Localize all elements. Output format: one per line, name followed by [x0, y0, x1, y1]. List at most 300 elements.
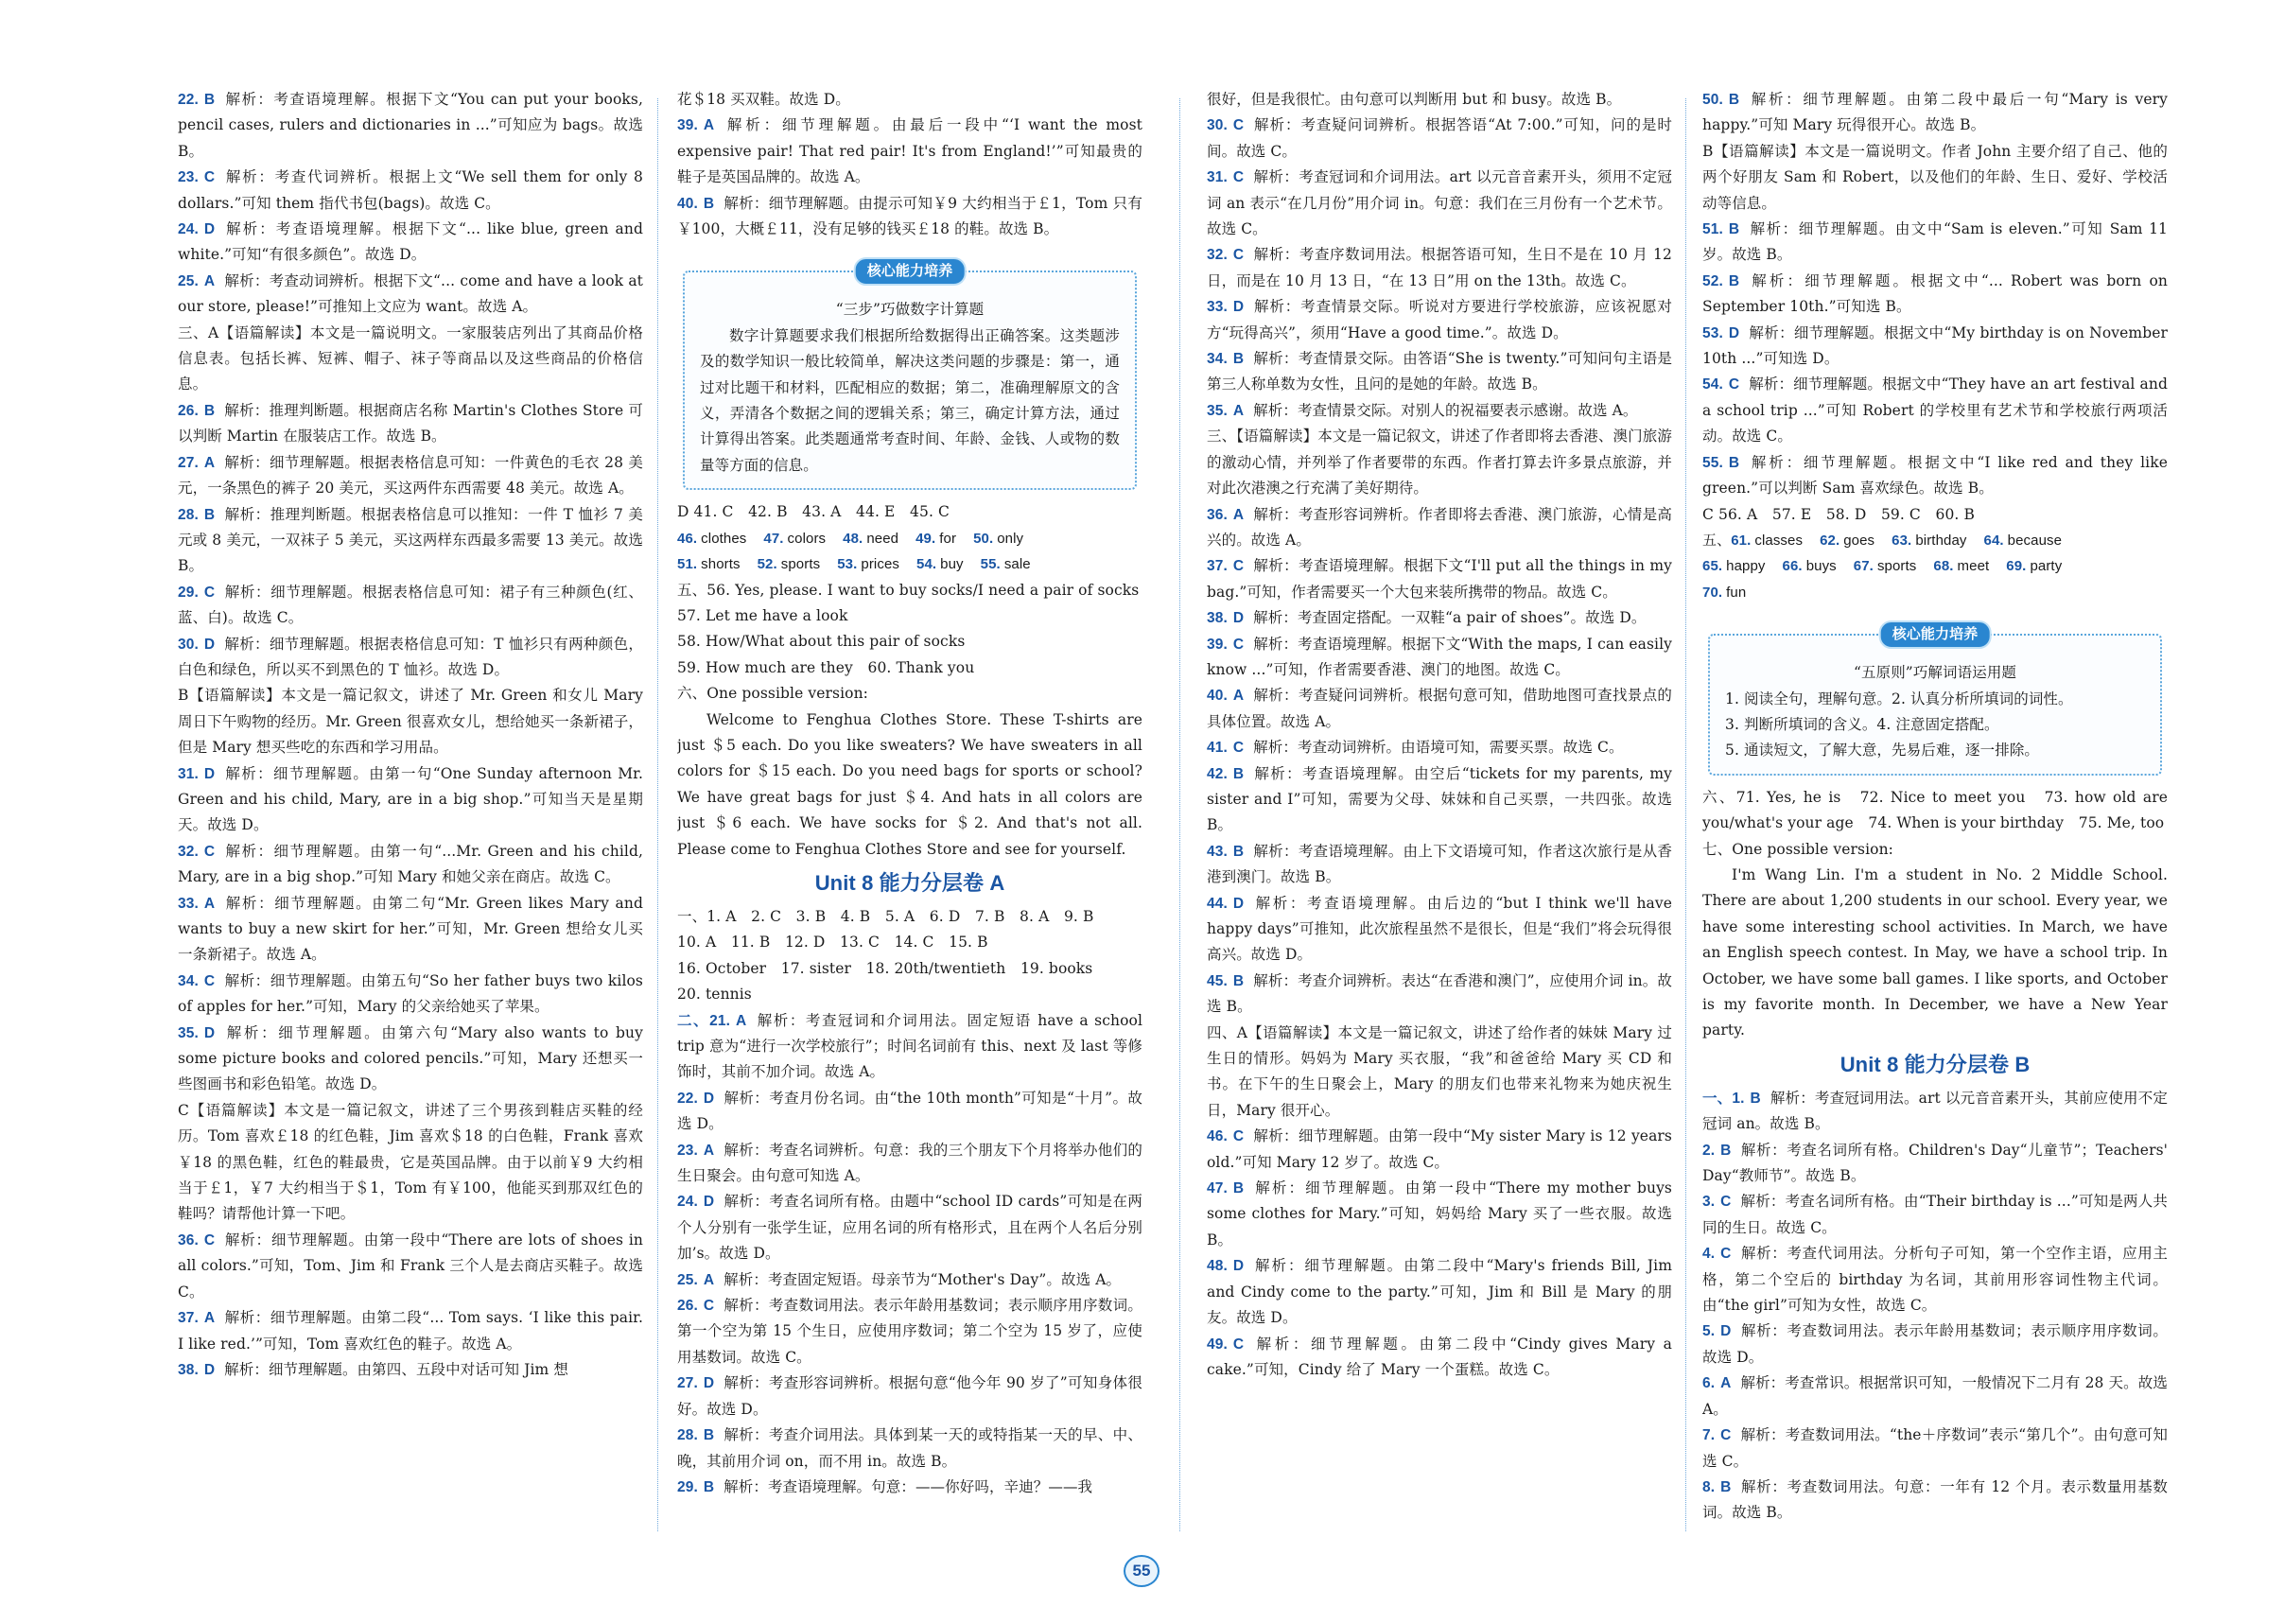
answer-choice: C — [203, 843, 216, 860]
question-number: 46. — [1207, 1128, 1228, 1145]
explanation-text: 解析：考查数词用法。表示年龄用基数词；表示顺序用序数词。第一个空为第 15 个生日，应使用序数词；第二个空为 15 岁了，应使用基数词。故选 C。 — [677, 1297, 1142, 1366]
question-number: 26. — [178, 402, 199, 419]
answer-word: shorts — [701, 556, 741, 573]
answer-item — [677, 191, 1142, 243]
answer-item — [1207, 632, 1672, 684]
explanation-text: 解析：考查冠词用法。art 以元音音素开头，其前应使用不定冠词 an。故选 B。 — [1702, 1089, 2168, 1133]
explanation-text: 解析：考查数词用法。句意：一年有 12 个月。表示数量用基数词。故选 B。 — [1702, 1477, 2168, 1522]
explanation-text: 解析：考查语境理解。根据下文“You can put your books, pencil cases, rulers and dictionaries in ...”可知应为 bags。故选 B。 — [178, 91, 643, 160]
question-number: 45. — [1207, 972, 1228, 989]
question-number: 30. — [1207, 117, 1228, 134]
answer-word: sports — [780, 556, 821, 573]
answer-choice: B — [1232, 972, 1245, 989]
question-number: 65. — [1702, 558, 1723, 575]
answer-item — [1207, 398, 1672, 424]
answer-word: for — [939, 530, 957, 547]
section-line: 四、A【语篇解读】本文是一篇记叙文，讲述了给作者的妹妹 Mary 过生日的情形。妈妈为 Mary 买衣服，“我”和爸爸给 Mary 买 CD 和书。在下午的生日聚会上，Mary 的朋友们也带来礼物来为她庆祝生日，Mary 很开心。 — [1207, 1023, 1672, 1119]
question-number: 47. — [763, 530, 784, 547]
answer-item — [178, 502, 643, 580]
question-number: 67. — [1853, 558, 1874, 575]
answer-item — [178, 1021, 643, 1098]
answer-choice: A — [735, 1012, 747, 1029]
answer-word: fun — [1726, 584, 1747, 601]
answer-item — [178, 450, 643, 502]
explanation-text: 解析：考查名词所有格。由题中“school ID cards”可知是在两个人分别有一张学生证，应用名词的所有格形式，且在两个人名后分别加’s。故选 D。 — [677, 1193, 1142, 1263]
question-number: 49. — [1207, 1336, 1228, 1353]
question-number: 53. — [1702, 324, 1723, 341]
question-number: 48. — [1207, 1258, 1228, 1275]
section-line: C 56. A 57. E 58. D 59. C 60. B — [1702, 505, 1975, 523]
section-line: 六、71. Yes, he is 72. Nice to meet you 73. how old are you/what's your age 74. When is your birthday 75. Me, too — [1702, 788, 2168, 832]
answer-item — [1207, 553, 1672, 605]
question-number: 47. — [1207, 1180, 1228, 1197]
question-number: 31. — [178, 765, 199, 782]
question-number: 31. — [1207, 169, 1228, 186]
answer-item — [1702, 1138, 2168, 1190]
answer-word: buy — [940, 556, 964, 573]
answer-item — [178, 891, 643, 969]
answer-choice: D — [1232, 610, 1245, 627]
answer-word: need — [866, 530, 899, 547]
explanation-text: 解析：考查名词辨析。句意：我的三个朋友下个月将举办他们的生日聚会。由句意可知选 A。 — [677, 1141, 1142, 1185]
answer-choice: B — [1728, 92, 1740, 108]
answer-item — [677, 1423, 1142, 1475]
section-line: 59. How much are they 60. Thank you — [677, 658, 975, 676]
explanation-text: 解析：推理判断题。根据商店名称 Martin's Clothes Store 可以判断 Martin 在服装店工作。故选 B。 — [178, 401, 643, 445]
explanation-text: 解析：考查名词所有格。Children's Day“儿童节”；Teachers' Day“教师节”。故选 B。 — [1702, 1141, 2168, 1185]
explanation-text: 解析：细节理解题。由文中“Sam is eleven.”可知 Sam 11 岁。故选 B。 — [1702, 220, 2168, 264]
answer-item — [178, 398, 643, 450]
explanation-text: 解析：考查冠词和介词用法。固定短语 have a school trip 意为“进行一次学校旅行”；时间名词前有 this、next 及 last 等修饰时，其前不加介词。故选 A。 — [677, 1011, 1142, 1081]
answer-item — [1207, 1176, 1672, 1253]
question-number: 32. — [1207, 247, 1228, 264]
answer-word: buys — [1805, 558, 1837, 575]
answer-choice: B — [703, 1427, 715, 1444]
answer-word: sports — [1876, 558, 1917, 575]
explanation-text: 解析：考查语境理解。由空后“tickets for my parents, my sister and I”可知，需要为父母、妹妹和自己买票，一共四张。故选 B。 — [1207, 764, 1672, 834]
answer-item — [1207, 969, 1672, 1021]
question-number: 23. — [677, 1142, 698, 1159]
answer-choice: B — [203, 92, 216, 108]
question-number: 51. — [677, 556, 698, 573]
word-answer-line — [1702, 580, 2168, 605]
explanation-text: 解析：考查代词辨析。根据上文“We sell them for only 8 dollars.”可知 them 指代书包(bags)。故选 C。 — [178, 168, 643, 212]
question-number: 40. — [1207, 688, 1228, 705]
answer-choice: B — [1720, 1478, 1732, 1495]
question-number: 50. — [973, 530, 994, 547]
explanation-text: 解析：考查名词所有格。由“Their birthday is ...”可知是两人共同的生日。故选 C。 — [1702, 1193, 2168, 1236]
answer-choice: A — [203, 272, 216, 289]
question-number: 26. — [677, 1298, 698, 1315]
answer-item — [1702, 321, 2168, 373]
answer-choice: C — [203, 1231, 216, 1249]
answer-item — [178, 632, 643, 684]
question-number: 48. — [843, 530, 863, 547]
answer-choice: C — [1720, 1194, 1732, 1211]
answer-choice: B — [203, 506, 216, 523]
answer-item — [1702, 1189, 2168, 1241]
tip-lines — [1725, 687, 2145, 764]
answer-word: party — [2030, 558, 2063, 575]
answer-item — [1207, 242, 1672, 294]
question-number: 一、1. — [1702, 1090, 1745, 1107]
section-line: 10. A 11. B 12. D 13. C 14. C 15. B — [677, 934, 988, 952]
question-number: 24. — [677, 1194, 698, 1211]
answer-item — [1702, 1475, 2168, 1527]
question-number: 44. — [1207, 895, 1228, 912]
answer-choice: C — [203, 972, 216, 989]
answer-item — [1207, 1332, 1672, 1384]
unit-title: Unit 8 能力分层卷 B — [1839, 1052, 2031, 1076]
question-number: 39. — [677, 117, 698, 134]
answer-item — [1207, 735, 1672, 760]
explanation-text: 解析：考查形容词辨析。根据句意“他今年 90 岁了”可知身体很好。故选 D。 — [677, 1374, 1142, 1418]
explanation-text: 解析：考查形容词辨析。作者即将去香港、澳门旅游，心情是高兴的。故选 A。 — [1207, 505, 1672, 549]
section-line: 七、One possible version: — [1702, 840, 1893, 858]
section-line: B【语篇解读】本文是一篇记叙文，讲述了 Mr. Green 和女儿 Mary 周日下午购物的经历。Mr. Green 很喜欢女儿，想给她买一条新裙子，但是 Mary 想买些吃的东西和学习用品。 — [178, 687, 643, 757]
answer-item — [178, 165, 643, 217]
question-number: 64. — [1983, 532, 2004, 549]
answer-choice: C — [1728, 376, 1740, 393]
explanation-text: 解析：推理判断题。根据表格信息可以推知：一件 T 恤衫 7 美元或 8 美元，一双袜子 5 美元，买这两样东西最多需要 13 美元。故选 B。 — [178, 505, 643, 575]
word-answer-line — [1702, 553, 2168, 579]
question-number: 70. — [1702, 584, 1723, 601]
answer-choice: D — [1728, 324, 1740, 341]
answer-choice: A — [203, 895, 216, 912]
question-number: 46. — [677, 530, 698, 547]
question-number: 8. — [1702, 1478, 1716, 1495]
question-number: 36. — [1207, 506, 1228, 523]
question-number: 24. — [178, 221, 199, 238]
answer-item — [1207, 165, 1672, 242]
question-number: 68. — [1933, 558, 1954, 575]
explanation-text: 解析：细节理解题。由第二段“... Tom says. ‘I like this pair. I like red.’”可知，Tom 喜欢红色的鞋子。故选 A。 — [178, 1309, 643, 1353]
explanation-text: 解析：考查介词辨析。表达“在香港和澳门”，应使用介词 in。故选 B。 — [1207, 971, 1672, 1016]
answer-word: because — [2007, 532, 2063, 549]
explanation-text: 解析：考查语境理解。根据下文“... like blue, green and white.”可知“有很多颜色”。故选 D。 — [178, 220, 643, 264]
answer-choice: B — [1720, 1142, 1732, 1159]
question-number: 69. — [2006, 558, 2027, 575]
answer-item — [178, 1228, 643, 1305]
explanation-text: 解析：细节理解题。根据表格信息可知：一件黄色的毛衣 28 美元，一条黑色的裤子 20 美元，买这两件东西需要 48 美元。故选 A。 — [178, 453, 643, 498]
tip-body: 数字计算题要求我们根据所给数据得出正确答案。这类题涉及的数学知识一般比较简单，解决这类问题的步骤是：第一，通过对比题干和材料，匹配相应的数据；第二，准确理解原文的含义，弄清各个数据之间的逻辑关系；第三，确定计算方法，通过计算得出答案。此类题通常考查时间、年龄、金钱、人或物的数量等方面的信息。 — [700, 326, 1120, 474]
question-number: 30. — [178, 636, 199, 653]
page-number: 55 — [1124, 1555, 1159, 1587]
answer-choice: D — [203, 1361, 216, 1378]
question-number: 53. — [837, 556, 858, 573]
question-number: 二、21. — [677, 1012, 730, 1029]
answer-item — [178, 1357, 643, 1383]
answer-word: colors — [787, 530, 827, 547]
explanation-text: 解析：考查代词用法。分析句子可知，第一个空作主语，应用主格，第二个空后的 birthday 为名词，其前用形容词性物主代词。由“the girl”可知为女性，故选 C。 — [1702, 1245, 2168, 1315]
answer-choice: D — [203, 636, 216, 653]
answer-choice: C — [203, 584, 216, 601]
answer-choice: D — [1232, 299, 1245, 316]
question-number: 54. — [1702, 376, 1723, 393]
answer-choice: A — [203, 454, 216, 471]
question-number: 38. — [1207, 610, 1228, 627]
question-number: 35. — [1207, 402, 1228, 419]
answer-item — [1702, 1241, 2168, 1318]
tip-line: 1. 阅读全句，理解句意。2. 认真分析所填词的词性。 — [1725, 690, 2073, 707]
explanation-text: 解析：细节理解题。由第五句“So her father buys two kilos of apples for her.”可知，Mary 的父亲给她买了苹果。 — [178, 971, 643, 1016]
explanation-text: 解析：考查疑问词辨析。根据句意可知，借助地图可查找景点的具体位置。故选 A。 — [1207, 687, 1672, 730]
answer-item — [178, 580, 643, 632]
section-line: 六、One possible version: — [677, 685, 868, 703]
question-number: 3. — [1702, 1194, 1716, 1211]
answer-word: meet — [1957, 558, 1990, 575]
answer-item — [677, 1293, 1142, 1371]
answer-word: clothes — [701, 530, 747, 547]
answer-item — [178, 217, 643, 269]
answer-item — [178, 269, 643, 321]
explanation-text: 解析：细节理解题。根据文中“... Robert was born on September 10th.”可知选 B。 — [1702, 271, 2168, 316]
explanation-text: 解析：细节理解题。由第一段中“My sister Mary is 12 years old.”可知 Mary 12 岁了。故选 C。 — [1207, 1127, 1672, 1171]
explanation-text: 解析：考查语境理解。由后边的“but I think we'll have happy days”可推知，此次旅程虽然不是很长，但是“我们”将会玩得很高兴。故选 D。 — [1207, 894, 1672, 964]
answer-item — [1207, 1253, 1672, 1331]
explanation-text: 解析：考查序数词用法。根据答语可知，生日不是在 10 月 12 日，而是在 10 月 13 日，“在 13 日”用 on the 13th。故选 C。 — [1207, 246, 1672, 289]
explanation-text: 解析：细节理解题。由第六句“Mary also wants to buy some picture books and colored pencils.”可知，Mary 还想买一些图画书和彩色铅笔。故选 D。 — [178, 1023, 643, 1093]
answer-choice: D — [203, 765, 216, 782]
answer-item — [1207, 346, 1672, 398]
column-divider — [1685, 98, 1686, 1531]
section-marker: 五、 — [1702, 532, 1732, 549]
section-line: 三、【语篇解读】本文是一篇记叙文，讲述了作者即将去香港、澳门旅游的激动心情，并列举了作者要带的东西。作者打算去许多景点旅游，并对此次港澳之行充满了美好期待。 — [1207, 428, 1672, 498]
answer-choice: D — [1720, 1323, 1732, 1340]
question-number: 34. — [1207, 351, 1228, 368]
answer-item — [1702, 269, 2168, 321]
answer-choice: A — [703, 117, 715, 134]
answer-item — [1702, 1318, 2168, 1371]
answer-item — [1207, 891, 1672, 969]
answer-item — [1207, 294, 1672, 346]
explanation-text: 解析：考查语境理解。根据下文“I'll put all the things in my bag.”可知，作者需要买一个大包来装所携带的物品。故选 C。 — [1207, 557, 1672, 601]
section-line: C【语篇解读】本文是一篇记叙文，讲述了三个男孩到鞋店买鞋的经历。Tom 喜欢￡18 的红色鞋，Jim 喜欢＄18 的白色鞋，Frank 喜欢￥18 的黑色鞋，红色的鞋最贵，它是英国品牌。由于以前￥9 大约相当于￡1，￥7 大约相当于＄1，Tom 有￥100，他能买到那双红色的鞋吗？请帮他计算一下吧。 — [178, 1101, 643, 1223]
answer-word: happy — [1726, 558, 1766, 575]
tip-box — [683, 263, 1137, 490]
explanation-text: 解析：细节理解题。由第四、五段中对话可知 Jim 想 — [224, 1360, 568, 1378]
answer-item — [1702, 1371, 2168, 1423]
answer-choice: C — [1232, 117, 1245, 134]
explanation-text: 解析：细节理解题。由第一句“...Mr. Green and his child, Mary, are in a big shop.”可知 Mary 和她父亲在商店。故选 C。 — [178, 842, 643, 886]
answer-choice: C — [1232, 1336, 1245, 1353]
answer-choice: D — [1232, 895, 1245, 912]
explanation-text: 解析：细节理解题。由第一段中“There are lots of shoes in all colors.”可知，Tom、Jim 和 Frank 三个人是去商店买鞋子。故选 C。 — [178, 1231, 643, 1301]
answer-choice: C — [1232, 558, 1245, 575]
explanation-text: 解析：细节理解题。由第二段中最后一句“Mary is very happy.”可知 Mary 玩得很开心。故选 B。 — [1702, 91, 2168, 134]
answer-item — [178, 761, 643, 839]
answer-word: sale — [1003, 556, 1031, 573]
question-number: 52. — [757, 556, 777, 573]
answer-choice: D — [203, 1024, 216, 1041]
explanation-text: 解析：细节理解题。由第二段中“Cindy gives Mary a cake.”可知，Cindy 给了 Mary 一个蛋糕。故选 C。 — [1207, 1335, 1672, 1378]
answer-choice: D — [703, 1194, 715, 1211]
question-number: 52. — [1702, 272, 1723, 289]
question-number: 37. — [178, 1310, 199, 1327]
answer-choice: C — [1232, 169, 1245, 186]
essay-paragraph: Welcome to Fenghua Clothes Store. These T-shirts are just ＄5 each. Do you like sweaters? We have sweaters in all colors for ＄15 each. Do you need bags for sports or school? We have great bags for just ＄4. And hats in all colors are just ＄6 each. We have socks for ＄2. And that's not all. Please come to Fenghua Clothes Store and see for yourself. — [677, 710, 1142, 858]
answer-choice: B — [1728, 454, 1740, 471]
question-number: 62. — [1820, 532, 1840, 549]
unit-title: Unit 8 能力分层卷 A — [814, 870, 1005, 895]
question-number: 42. — [1207, 765, 1228, 782]
explanation-text: 解析：细节理解题。由最后一段中“‘I want the most expensive pair! That red pair! It's from England!’”可知最贵的鞋子是英国品牌的。故选 A。 — [677, 116, 1142, 186]
explanation-text: 解析：细节理解题。由提示可知￥9 大约相当于￡1，Tom 只有￥100，大概￡11，没有足够的钱买￡18 的鞋。故选 B。 — [677, 194, 1142, 238]
question-number: 7. — [1702, 1427, 1716, 1444]
word-answer-line — [677, 526, 1142, 551]
answer-choice: B — [1232, 765, 1245, 782]
question-number: 41. — [1207, 740, 1228, 757]
answer-item — [1702, 87, 2168, 139]
question-number: 25. — [178, 272, 199, 289]
section-line: 20. tennis — [677, 986, 752, 1004]
question-number: 29. — [677, 1478, 698, 1495]
question-number: 33. — [178, 895, 199, 912]
question-number: 29. — [178, 584, 199, 601]
tip-line: 3. 判断所填词的含义。4. 注意固定搭配。 — [1725, 715, 1999, 733]
question-number: 33. — [1207, 299, 1228, 316]
question-number: 28. — [178, 506, 199, 523]
question-number: 22. — [178, 92, 199, 108]
answer-choice: A — [203, 1310, 216, 1327]
answer-item — [1207, 1124, 1672, 1176]
explanation-text: 解析：细节理解题。根据表格信息可知：T 恤衫只有两种颜色，白色和绿色，所以买不到黑色的 T 恤衫。故选 D。 — [178, 635, 643, 678]
question-number: 23. — [178, 169, 199, 186]
answer-choice: C — [1720, 1246, 1732, 1263]
tip-badge: 核心能力培养 — [854, 257, 967, 286]
answer-item — [677, 1475, 1142, 1500]
answer-choice: C — [1720, 1427, 1732, 1444]
question-number: 43. — [1207, 843, 1228, 860]
question-number: 49. — [915, 530, 936, 547]
explanation-text: 解析：考查情景交际。听说对方要进行学校旅游，应该祝愿对方“玩得高兴”，须用“Have a good time.”。故选 D。 — [1207, 298, 1672, 341]
answer-word: prices — [861, 556, 899, 573]
answer-item — [1207, 761, 1672, 839]
answer-choice: D — [203, 221, 216, 238]
answer-choice: D — [1232, 1258, 1245, 1275]
answer-choice: D — [703, 1090, 715, 1107]
question-number: 54. — [916, 556, 937, 573]
answer-item — [677, 1138, 1142, 1190]
question-number: 50. — [1702, 92, 1723, 108]
answer-choice: C — [1232, 740, 1245, 757]
question-number: 5. — [1702, 1323, 1716, 1340]
answer-item — [1207, 113, 1672, 165]
explanation-text: 解析：考查情景交际。由答语“She is twenty.”可知问句主语是第三人称单数为女性，且问的是她的年龄。故选 B。 — [1207, 350, 1672, 393]
answer-choice: B — [1728, 221, 1740, 238]
answer-item — [178, 1305, 643, 1357]
explanation-text: 解析：考查数词用法。表示年龄用基数词；表示顺序用序数词。故选 D。 — [1702, 1322, 2168, 1366]
answer-choice: B — [703, 195, 715, 212]
answer-item — [677, 1267, 1142, 1293]
answer-word: birthday — [1915, 532, 1967, 549]
explanation-text: 解析：考查介词用法。具体到某一天的或特指某一天的早、中、晚，其前用介词 on，而不用 in。故选 B。 — [677, 1426, 1142, 1470]
question-number: 28. — [677, 1427, 698, 1444]
answer-choice: C — [1232, 247, 1245, 264]
answer-choice: B — [1232, 351, 1245, 368]
answer-choice: C — [703, 1298, 715, 1315]
explanation-text: 解析：考查冠词和介词用法。art 以元音音素开头，须用不定冠词 an 表示“在几月份”用介词 in。句意：我们在三月份有一个艺术节。故选 C。 — [1207, 168, 1672, 238]
answer-item — [1207, 839, 1672, 891]
sample-essay — [1702, 863, 2168, 1044]
question-number: 40. — [677, 195, 698, 212]
answer-choice: C — [203, 169, 216, 186]
question-number: 55. — [1702, 454, 1723, 471]
question-number: 61. — [1731, 532, 1752, 549]
question-number: 55. — [980, 556, 1001, 573]
answer-item — [178, 969, 643, 1021]
question-number: 27. — [677, 1375, 698, 1392]
explanation-text: 解析：考查语境理解。根据下文“With the maps, I can easily know ...”可知，作者需要香港、澳门的地图。故选 C。 — [1207, 635, 1672, 678]
explanation-text: 解析：考查动词辨析。根据下文“... come and have a look at our store, please!”可推知上文应为 want。故选 A。 — [178, 271, 643, 316]
answer-item — [677, 1086, 1142, 1138]
column-1 — [178, 87, 643, 1548]
continued-text: 花＄18 买双鞋。故选 D。 — [677, 91, 850, 108]
explanation-text: 解析：考查月份名词。由“the 10th month”可知是“十月”。故选 D。 — [677, 1089, 1142, 1133]
answer-word: only — [997, 530, 1024, 547]
tip-line: 5. 通读短文，了解大意，先易后难，逐一排除。 — [1725, 742, 2040, 760]
explanation-text: 解析：考查语境理解。由上下文语境可知，作者这次旅行是从香港到澳门。故选 B。 — [1207, 842, 1672, 886]
explanation-text: 解析：细节理解题。由第一段中“There my mother buys some clothes for Mary.”可知，妈妈给 Mary 买了一些衣服。故选 B。 — [1207, 1179, 1672, 1249]
question-number: 2. — [1702, 1142, 1716, 1159]
explanation-text: 解析：考查常识。根据常识可知，一般情况下二月有 28 天。故选 A。 — [1702, 1374, 2168, 1418]
section-line: 16. October 17. sister 18. 20th/twentieth 19. books — [677, 959, 1093, 977]
answer-choice: A — [1720, 1375, 1732, 1392]
explanation-text: 解析：考查数词用法。“the＋序数词”表示“第几个”。由句意可知选 C。 — [1702, 1426, 2168, 1470]
section-line: D 41. C 42. B 43. A 44. E 45. C — [677, 503, 950, 521]
answer-item — [1207, 605, 1672, 631]
answer-item — [178, 87, 643, 165]
word-answer-line — [1702, 528, 2168, 553]
question-number: 35. — [178, 1024, 199, 1041]
section-line: 五、56. Yes, please. I want to buy socks/I need a pair of socks — [677, 581, 1140, 599]
essay-paragraph: I'm Wang Lin. I'm a student in No. 2 Middle School. There are about 1,200 students in our school. Every year, we have some interesting school activities. In March, we have an English speech contest. In May, we have a school trip. In October, we have some ball games. I like sports, and October is my favorite month. In December, we have a New Year party. — [1702, 865, 2168, 1039]
explanation-text: 解析：细节理解题。由第二段中“Mary's friends Bill, Jim and Cindy come to the party.”可知，Jim 和 Bill 是 Mary 的朋友。故选 D。 — [1207, 1257, 1672, 1327]
answer-choice: B — [203, 402, 216, 419]
column-4 — [1702, 87, 2168, 1548]
answer-choice: A — [1232, 506, 1245, 523]
explanation-text: 解析：考查固定短语。母亲节为“Mother's Day”。故选 A。 — [724, 1270, 1122, 1288]
answer-choice: B — [1750, 1090, 1761, 1107]
question-number: 22. — [677, 1090, 698, 1107]
answer-item — [1702, 372, 2168, 449]
answer-choice: C — [1232, 1128, 1245, 1145]
word-answer-line — [677, 551, 1142, 577]
answer-choice: A — [1232, 402, 1245, 419]
answer-choice: D — [703, 1375, 715, 1392]
question-number: 63. — [1892, 532, 1912, 549]
sample-essay — [677, 707, 1142, 863]
explanation-text: 解析：细节理解题。根据文中“I like red and they like green.”可以判断 Sam 喜欢绿色。故选 B。 — [1702, 453, 2168, 498]
column-divider — [657, 98, 658, 1531]
tip-badge: 核心能力培养 — [1879, 620, 1992, 649]
question-number: 4. — [1702, 1246, 1716, 1263]
question-number: 34. — [178, 972, 199, 989]
answer-word: classes — [1754, 532, 1804, 549]
explanation-text: 解析：考查动词辨析。由语境可知，需要买票。故选 C。 — [1253, 739, 1624, 757]
answer-choice: B — [1232, 1180, 1245, 1197]
question-number: 38. — [178, 1361, 199, 1378]
answer-choice: B — [1728, 272, 1740, 289]
explanation-text: 解析：细节理解题。根据文中“My birthday is on November 10th ...”可知选 D。 — [1702, 323, 2168, 368]
tip-box — [1708, 626, 2162, 776]
column-3 — [1207, 87, 1672, 1548]
section-line: B【语篇解读】本文是一篇说明文。作者 John 主要介绍了自己、他的两个好朋友 Sam 和 Robert，以及他们的年龄、生日、爱好、学校活动等信息。 — [1702, 142, 2168, 212]
column-divider — [1179, 98, 1180, 1531]
continued-text: 很好，但是我很忙。由句意可以判断用 but 和 busy。故选 B。 — [1207, 91, 1622, 108]
tip-title: “三步”巧做数字计算题 — [835, 301, 985, 319]
question-number: 32. — [178, 843, 199, 860]
